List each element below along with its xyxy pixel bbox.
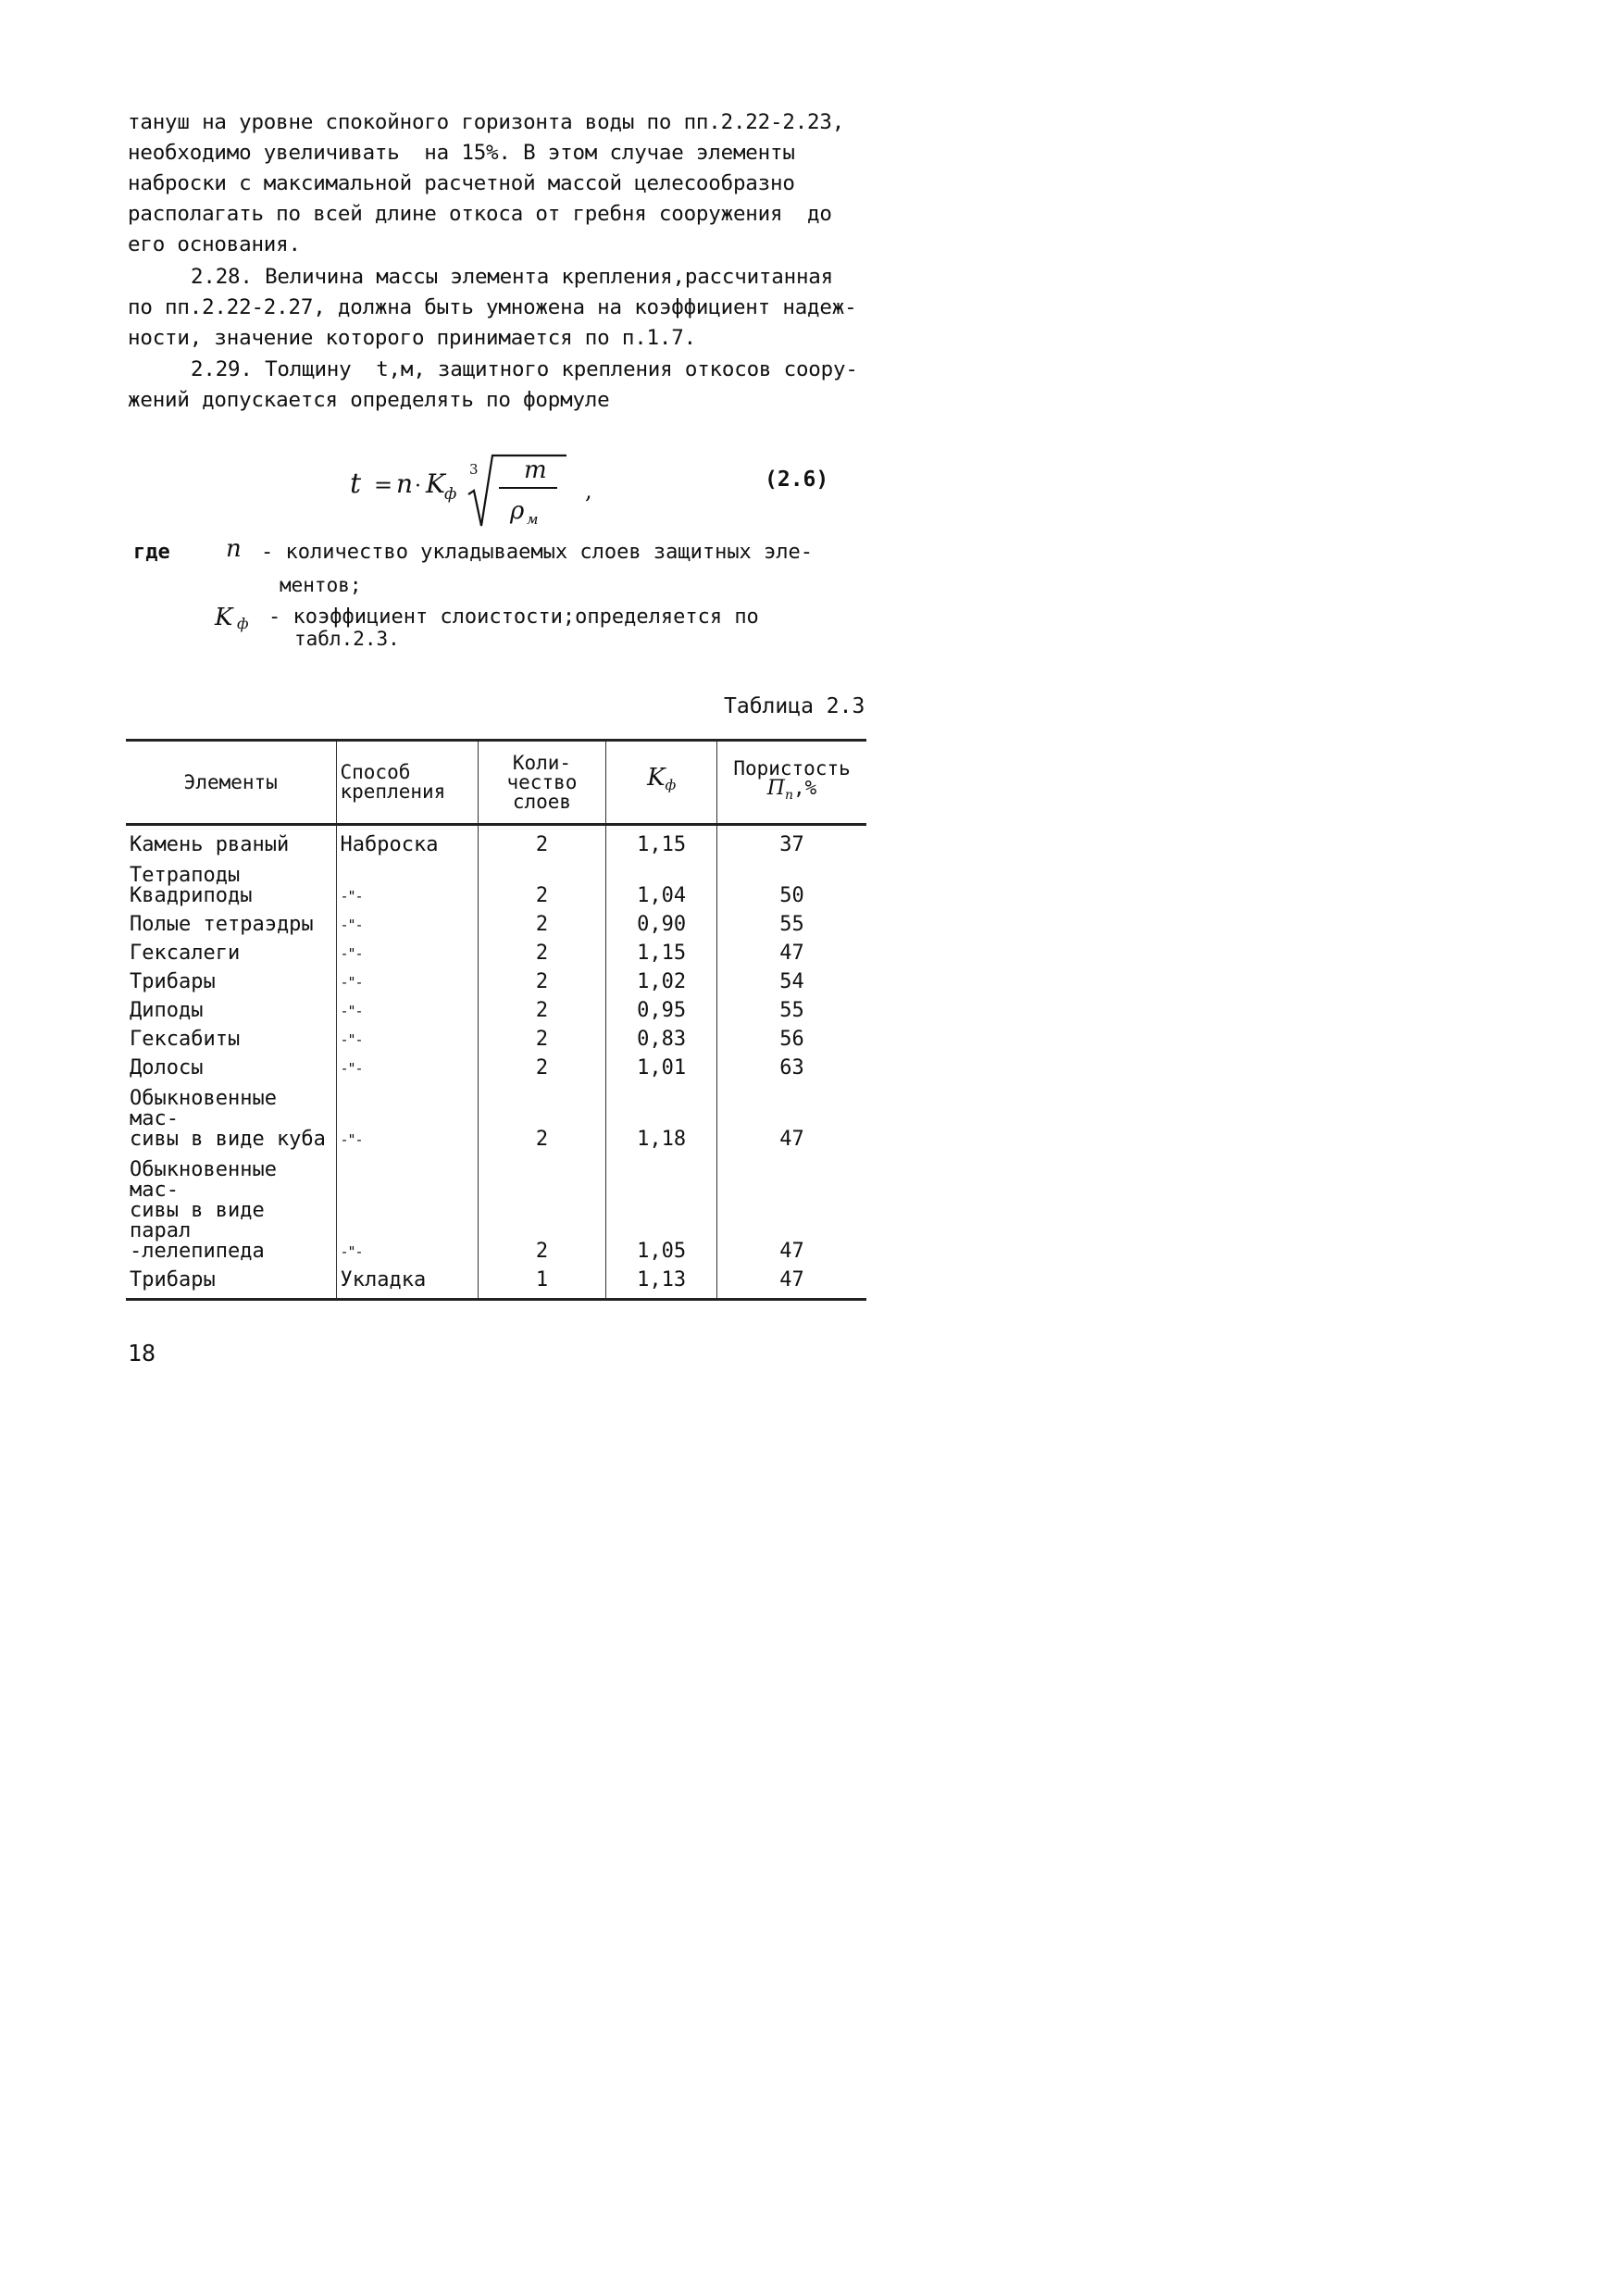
header-elements: Элементы [126,741,336,825]
cell-method-value: -"- [340,974,363,991]
cell-method-value: -"- [340,1131,363,1148]
cell-count [478,1081,606,1153]
cell-element-line: Долосы [130,1056,204,1079]
cell-count [478,995,606,1024]
table-body [126,825,866,1300]
cell-porosity-value: 47 [779,1240,804,1263]
cell-porosity-value: 63 [779,1056,804,1079]
header-porosity-symbol: П [766,776,785,800]
text-line: по пп.2.22-2.27, должна быть умножена на коэффициент надеж- [128,295,857,319]
cell-element [126,938,336,967]
header-porosity-unit: ,% [793,776,817,799]
cell-porosity-value: 55 [779,999,804,1022]
cell-method-value: -"- [340,888,363,905]
header-count [478,741,606,825]
cell-k-value: 1,15 [637,833,687,856]
formula-graphic [348,446,626,530]
cell-porosity [717,909,866,938]
cell-count-value: 2 [535,913,549,936]
header-count-line: слоев [512,790,572,813]
table-row [126,1153,866,1265]
cell-method [336,967,478,995]
table-row [126,938,866,967]
cell-method-value: Наброска [340,833,439,856]
cell-element-line: Квадриподы [130,884,253,907]
cell-element [126,1081,336,1153]
cell-k [606,1153,717,1265]
cell-method [336,1024,478,1053]
cell-method [336,858,478,909]
cell-k [606,995,717,1024]
where-n-description-cont: ментов; [280,574,362,596]
cell-element [126,967,336,995]
header-method [336,741,478,825]
cell-k [606,1024,717,1053]
cell-k-value: 0,90 [637,913,687,936]
formula-denominator-sub: м [527,511,539,528]
cell-count-value: 2 [535,999,549,1022]
data-table [126,739,866,1301]
formula-denominator: ρ [510,497,525,525]
header-k-subscript: ф [665,777,677,794]
formula-numerator: m [524,456,547,484]
header-porosity-symbol-line [721,776,863,805]
cell-porosity [717,825,866,859]
cell-method-value: -"- [340,1243,363,1260]
cell-porosity-value: 47 [779,1128,804,1151]
cell-count-value: 2 [535,833,549,856]
cell-porosity-value: 37 [779,833,804,856]
table-row [126,995,866,1024]
cell-porosity [717,1153,866,1265]
cell-k [606,967,717,995]
formula-t: t [350,468,362,500]
table-row [126,1081,866,1153]
table-row [126,1265,866,1300]
cell-element [126,1053,336,1081]
cell-element-line: Трибары [130,970,216,993]
cell-count-value: 2 [535,970,549,993]
cell-count [478,909,606,938]
cell-element-line: Камень рваный [130,833,290,856]
cell-porosity [717,1265,866,1300]
cell-count-value: 2 [535,884,549,907]
formula-n: n [396,468,414,499]
text-line: его основания. [128,232,301,256]
where-k-description-cont: табл.2.3. [294,628,400,650]
text-line: 2.29. Толщину t,м, защитного крепления откосов соору- [191,357,858,381]
cell-element [126,825,336,859]
paragraph-2-29 [128,355,877,416]
cell-element-line: Гексалеги [130,942,241,965]
formula-k-sub: ф [444,485,457,504]
cell-count [478,1053,606,1081]
cell-method [336,909,478,938]
cell-method [336,938,478,967]
cell-porosity-value: 47 [779,942,804,965]
cell-k-value: 1,13 [637,1268,687,1292]
cell-count-value: 2 [535,1128,549,1151]
cell-element [126,858,336,909]
cell-element [126,995,336,1024]
text-line: 2.28. Величина массы элемента крепления,рассчитанная [191,265,833,289]
header-method-line: Способ [340,761,411,783]
header-method-line: крепления [340,780,446,803]
cell-method [336,1081,478,1153]
table-header-row [126,741,866,825]
cell-element-line: сивы в виде парал [130,1199,265,1242]
table-caption: Таблица 2.3 [724,694,865,718]
cell-k [606,1053,717,1081]
document-page [0,0,1016,1481]
cell-count-value: 1 [535,1268,549,1292]
cell-count [478,967,606,995]
cell-element-line: Диподы [130,999,204,1022]
cell-porosity [717,858,866,909]
cell-element-line: Обыкновенные мас- [130,1158,277,1202]
text-line: наброски с максимальной расчетной массой целесообразно [128,171,795,195]
header-count-line: чество [506,770,578,793]
cell-method-value: -"- [340,945,363,962]
cell-element [126,1265,336,1300]
table-row [126,825,866,859]
equation-number: (2.6) [765,468,829,492]
cell-k [606,909,717,938]
cell-count [478,1024,606,1053]
cell-porosity-value: 50 [779,884,804,907]
cell-method-value: -"- [340,1031,363,1048]
cell-method-value: -"- [340,1060,363,1077]
cell-method-value: -"- [340,1003,363,1019]
cell-method [336,825,478,859]
cell-count-value: 2 [535,1028,549,1051]
formula-comma: , [585,478,592,504]
cell-method [336,1053,478,1081]
table-row [126,1024,866,1053]
cell-method [336,1265,478,1300]
cell-porosity-value: 47 [779,1268,804,1292]
formula-root-index: 3 [469,461,479,478]
cell-k-value: 0,95 [637,999,687,1022]
where-n-description: - количество укладываемых слоев защитных эле- [261,541,814,564]
paragraph-continuation [128,107,877,260]
header-count-line: Коли- [512,751,572,774]
formula-equals: = [374,472,393,498]
cell-k-value: 1,05 [637,1240,687,1263]
formula-2-6 [348,446,626,530]
formula-k: K [426,468,445,499]
cell-count [478,858,606,909]
cell-porosity-value: 56 [779,1028,804,1051]
cell-method [336,995,478,1024]
cell-porosity [717,995,866,1024]
cell-element-line: Обыкновенные мас- [130,1087,277,1130]
cell-element-line: Гексабиты [130,1028,241,1051]
cell-porosity [717,938,866,967]
cell-element-line: Полые тетраэдры [130,913,314,936]
cell-porosity-value: 54 [779,970,804,993]
cell-k-value: 1,15 [637,942,687,965]
cell-element [126,909,336,938]
text-line: тануш на уровне спокойного горизонта воды по пп.2.22-2.23, [128,110,845,134]
text-line: располагать по всей длине откоса от гребня сооружения до [128,202,832,226]
where-k-subscript: ф [237,615,249,632]
cell-element [126,1024,336,1053]
table-row [126,1053,866,1081]
table-row [126,967,866,995]
table-row [126,909,866,938]
cell-element [126,1153,336,1265]
cell-count-value: 2 [535,1240,549,1263]
header-porosity-subscript: п [784,788,793,804]
cell-k [606,1265,717,1300]
cell-porosity [717,1024,866,1053]
cell-k-value: 1,04 [637,884,687,907]
cell-porosity [717,1081,866,1153]
cell-k [606,858,717,909]
cell-k [606,938,717,967]
cell-count-value: 2 [535,1056,549,1079]
cell-method-value: Укладка [340,1268,427,1292]
where-k-symbol: K [215,604,233,631]
cell-k-value: 1,01 [637,1056,687,1079]
cell-element-line: -лелепипеда [130,1240,265,1263]
cell-element-line: сивы в виде куба [130,1128,326,1151]
cell-count [478,938,606,967]
header-k-symbol: K [647,764,666,792]
text-line: необходимо увеличивать на 15%. В этом случае элементы [128,141,795,165]
cell-method-value: -"- [340,917,363,933]
cell-element-line: Тетраподы [130,864,241,887]
page-number: 18 [128,1340,156,1366]
where-k-description: - коэффициент слоистости;определяется по [268,605,759,629]
cell-k-value: 0,83 [637,1028,687,1051]
text-line: ности, значение которого принимается по п.1.7. [128,326,696,350]
paragraph-2-28 [128,262,877,354]
header-porosity-line: Пористость [733,756,851,780]
cell-count [478,1265,606,1300]
cell-count [478,1153,606,1265]
where-n-symbol: n [226,535,242,563]
table-row [126,858,866,909]
cell-k-value: 1,18 [637,1128,687,1151]
text-line: жений допускается определять по формуле [128,388,610,412]
where-label: где [133,541,170,564]
cell-porosity [717,1053,866,1081]
cell-element-line: Трибары [130,1268,216,1292]
formula-dot: · [415,475,421,498]
header-k [606,741,717,825]
cell-k [606,1081,717,1153]
cell-k-value: 1,02 [637,970,687,993]
header-porosity [717,741,866,825]
cell-count [478,825,606,859]
cell-count-value: 2 [535,942,549,965]
cell-porosity [717,967,866,995]
cell-method [336,1153,478,1265]
cell-porosity-value: 55 [779,913,804,936]
cell-k [606,825,717,859]
